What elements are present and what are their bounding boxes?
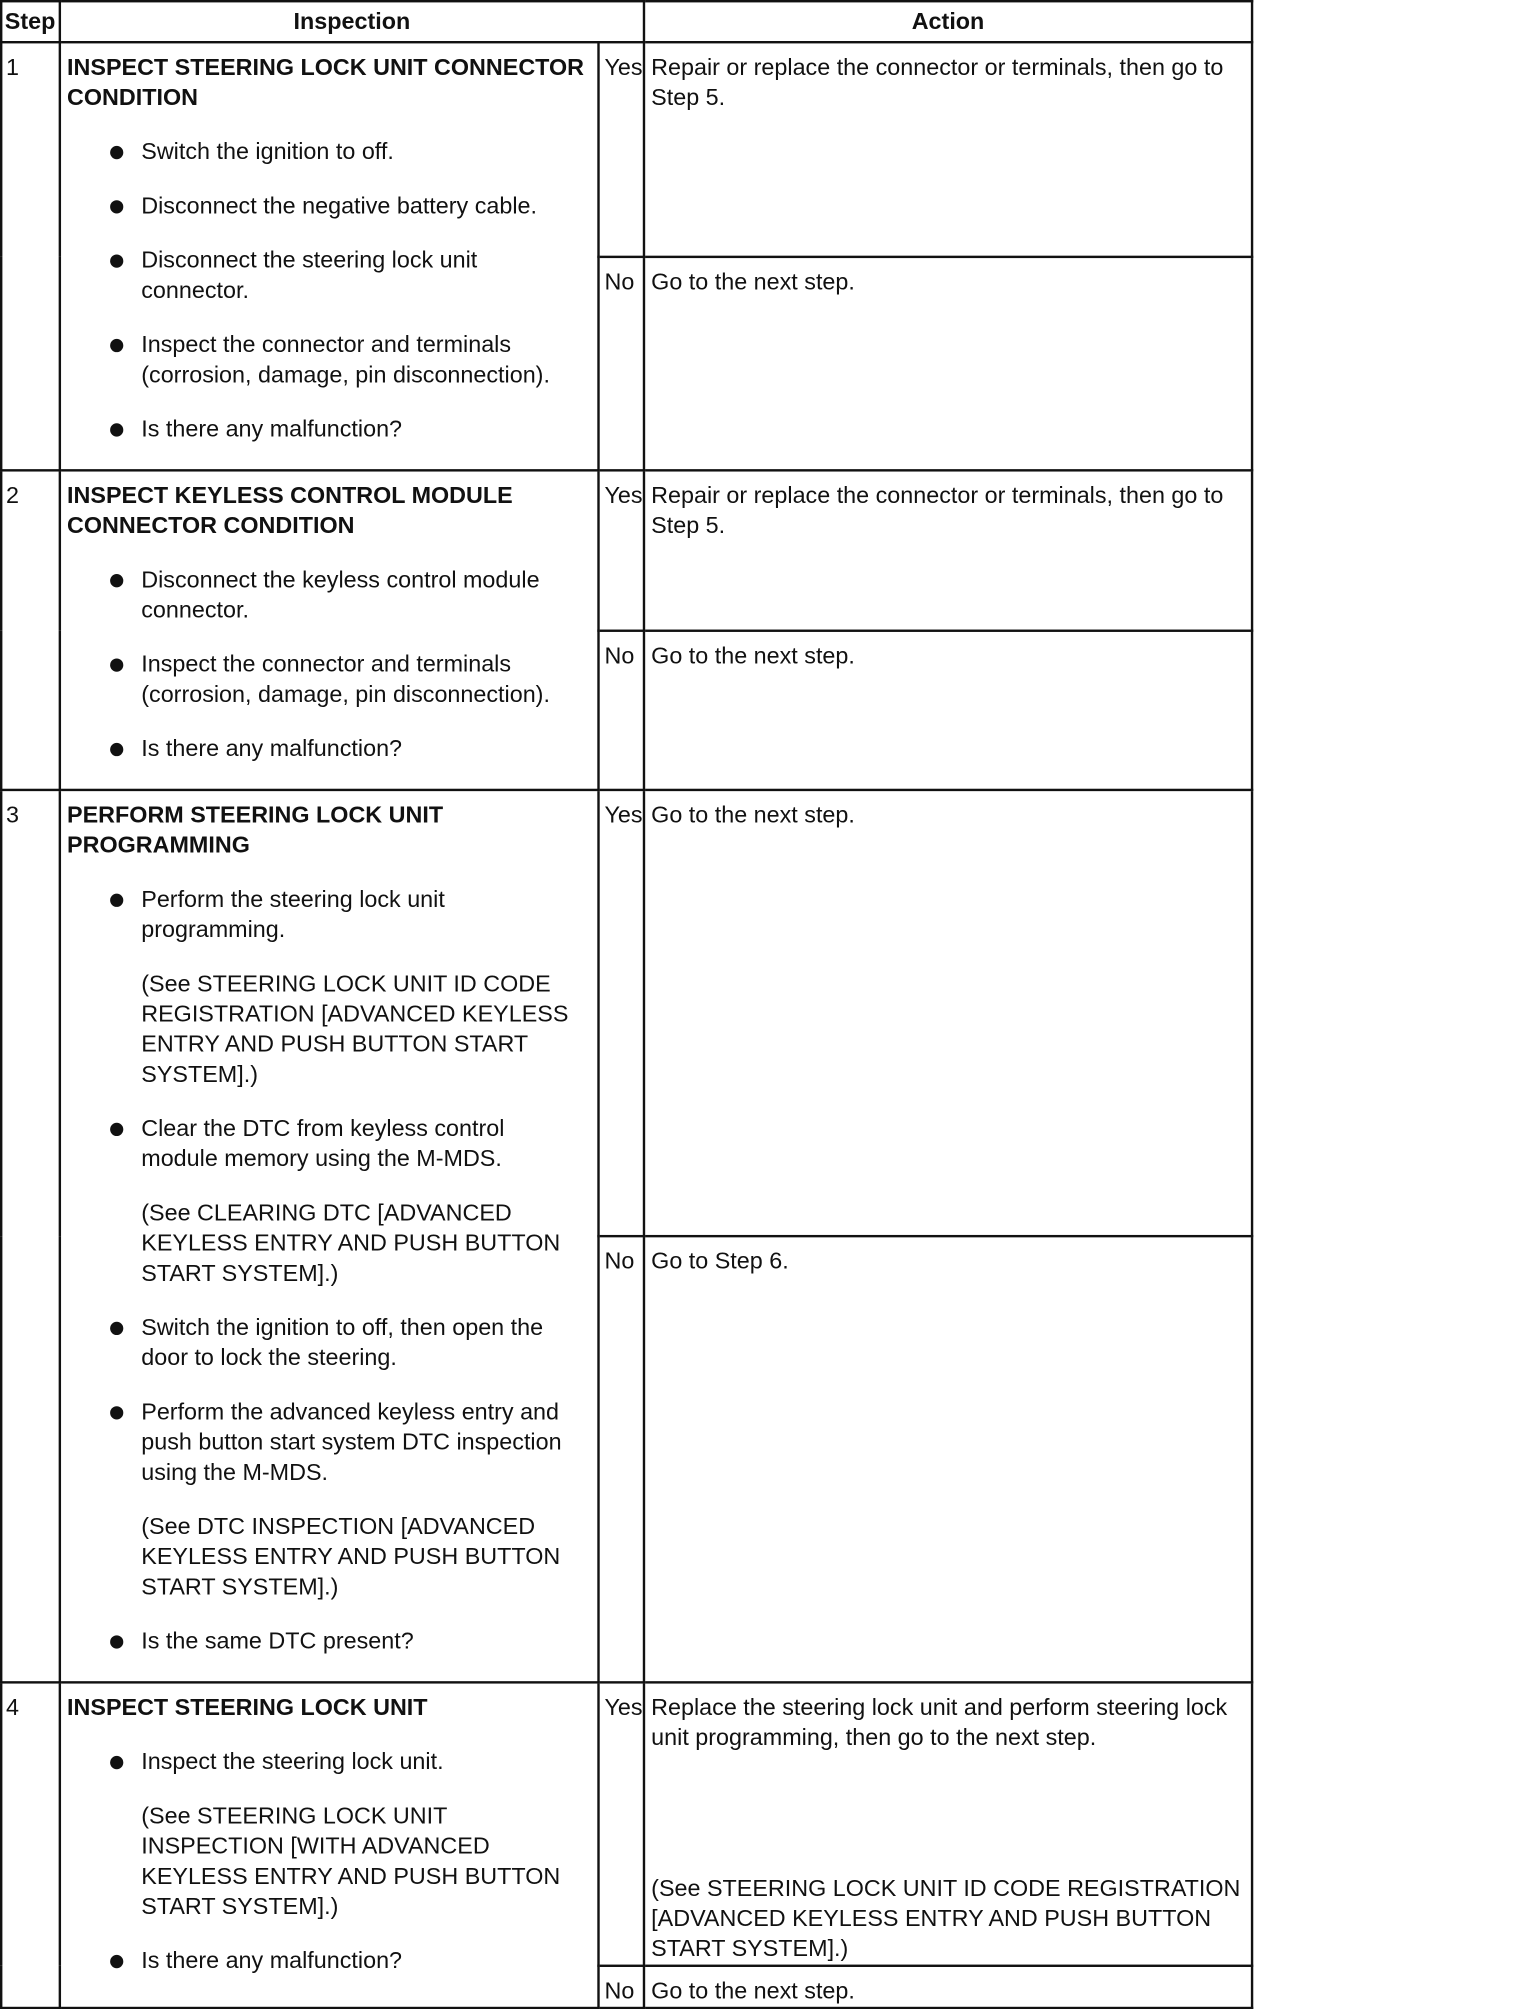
yes-action: Replace the steering lock unit and perform steering lock unit programming, then go to the next step. (651, 1694, 1228, 1752)
step-inspection (60, 790, 599, 1682)
no-label: No (599, 630, 644, 790)
bullet-item: Is there any malfunction? (141, 1946, 585, 1976)
bullet-item: Switch the ignition to off, then open the door to lock the steering. (141, 1313, 585, 1373)
bullet-list (67, 885, 585, 945)
no-label: No (599, 1236, 644, 1682)
bullet-item: Disconnect the keyless control module connector. (141, 566, 585, 626)
step-4-yes-row (1, 1682, 1252, 1965)
step-inspection (60, 470, 599, 790)
no-action: Go to Step 6. (644, 1236, 1252, 1682)
bullet-item: Inspect the steering lock unit. (141, 1747, 585, 1777)
bullet-item: Is the same DTC present? (141, 1627, 585, 1657)
step-1-yes-row (1, 42, 1252, 256)
bullet-item: Perform the advanced keyless entry and push button start system DTC inspection using the M-MDS. (141, 1398, 585, 1488)
step-title: INSPECT STEERING LOCK UNIT CONNECTOR CONDITION (67, 54, 585, 111)
yes-action: Repair or replace the connector or terminals, then go to Step 5. (644, 470, 1252, 630)
bullet-list (67, 1114, 585, 1174)
yes-action-cell (644, 1682, 1252, 1965)
bullet-item: Perform the steering lock unit programming. (141, 885, 585, 945)
bullet-item: Disconnect the negative battery cable. (141, 192, 585, 222)
no-label: No (599, 1966, 644, 2008)
header-row (1, 1, 1252, 42)
bullet-item: Inspect the connector and terminals (corrosion, damage, pin disconnection). (141, 330, 585, 390)
bullet-item: Inspect the connector and terminals (corrosion, damage, pin disconnection). (141, 650, 585, 710)
bullet-list (67, 137, 585, 445)
bullet-list (67, 1946, 585, 1976)
step-number: 3 (1, 790, 60, 1682)
header-inspection: Inspection (60, 1, 644, 42)
bullet-item: Switch the ignition to off. (141, 137, 585, 167)
step-number: 2 (1, 470, 60, 790)
step-number: 4 (1, 1682, 60, 2008)
see-reference: (See STEERING LOCK UNIT ID CODE REGISTRATION [ADVANCED KEYLESS ENTRY AND PUSH BUTTON START SYSTEM].) (141, 970, 569, 1088)
step-inspection (60, 1682, 599, 2008)
bullet-list (67, 566, 585, 765)
see-reference: (See STEERING LOCK UNIT INSPECTION [WITH ADVANCED KEYLESS ENTRY AND PUSH BUTTON START SYSTEM].) (141, 1802, 561, 1920)
see-reference: (See STEERING LOCK UNIT ID CODE REGISTRATION [ADVANCED KEYLESS ENTRY AND PUSH BUTTON START SYSTEM].) (651, 1875, 1241, 1963)
step-title: INSPECT STEERING LOCK UNIT (67, 1694, 428, 1721)
yes-action: Go to the next step. (644, 790, 1252, 1236)
no-action: Go to the next step. (644, 1966, 1252, 2008)
no-action: Go to the next step. (644, 256, 1252, 470)
yes-label: Yes (599, 790, 644, 1236)
bullet-item: Is there any malfunction? (141, 734, 585, 764)
no-label: No (599, 256, 644, 470)
bullet-list (67, 1313, 585, 1488)
bullet-item: Clear the DTC from keyless control module memory using the M-MDS. (141, 1114, 585, 1174)
yes-label: Yes (599, 42, 644, 256)
bullet-list (67, 1627, 585, 1657)
step-title: PERFORM STEERING LOCK UNIT PROGRAMMING (67, 801, 444, 859)
step-3-yes-row (1, 790, 1252, 1236)
step-number: 1 (1, 42, 60, 470)
step-title: INSPECT KEYLESS CONTROL MODULE CONNECTOR CONDITION (67, 482, 513, 540)
yes-label: Yes (599, 470, 644, 630)
header-action: Action (644, 1, 1252, 42)
see-reference: (See CLEARING DTC [ADVANCED KEYLESS ENTRY AND PUSH BUTTON START SYSTEM].) (141, 1199, 561, 1287)
bullet-item: Is there any malfunction? (141, 415, 585, 445)
see-reference: (See DTC INSPECTION [ADVANCED KEYLESS ENTRY AND PUSH BUTTON START SYSTEM].) (141, 1513, 561, 1601)
header-step: Step (1, 1, 60, 42)
bullet-list (67, 1747, 585, 1777)
yes-label: Yes (599, 1682, 644, 1965)
step-2-yes-row (1, 470, 1252, 630)
bullet-item: Disconnect the steering lock unit connector. (141, 246, 585, 306)
step-inspection (60, 42, 599, 470)
no-action: Go to the next step. (644, 630, 1252, 790)
yes-action: Repair or replace the connector or terminals, then go to Step 5. (644, 42, 1252, 256)
